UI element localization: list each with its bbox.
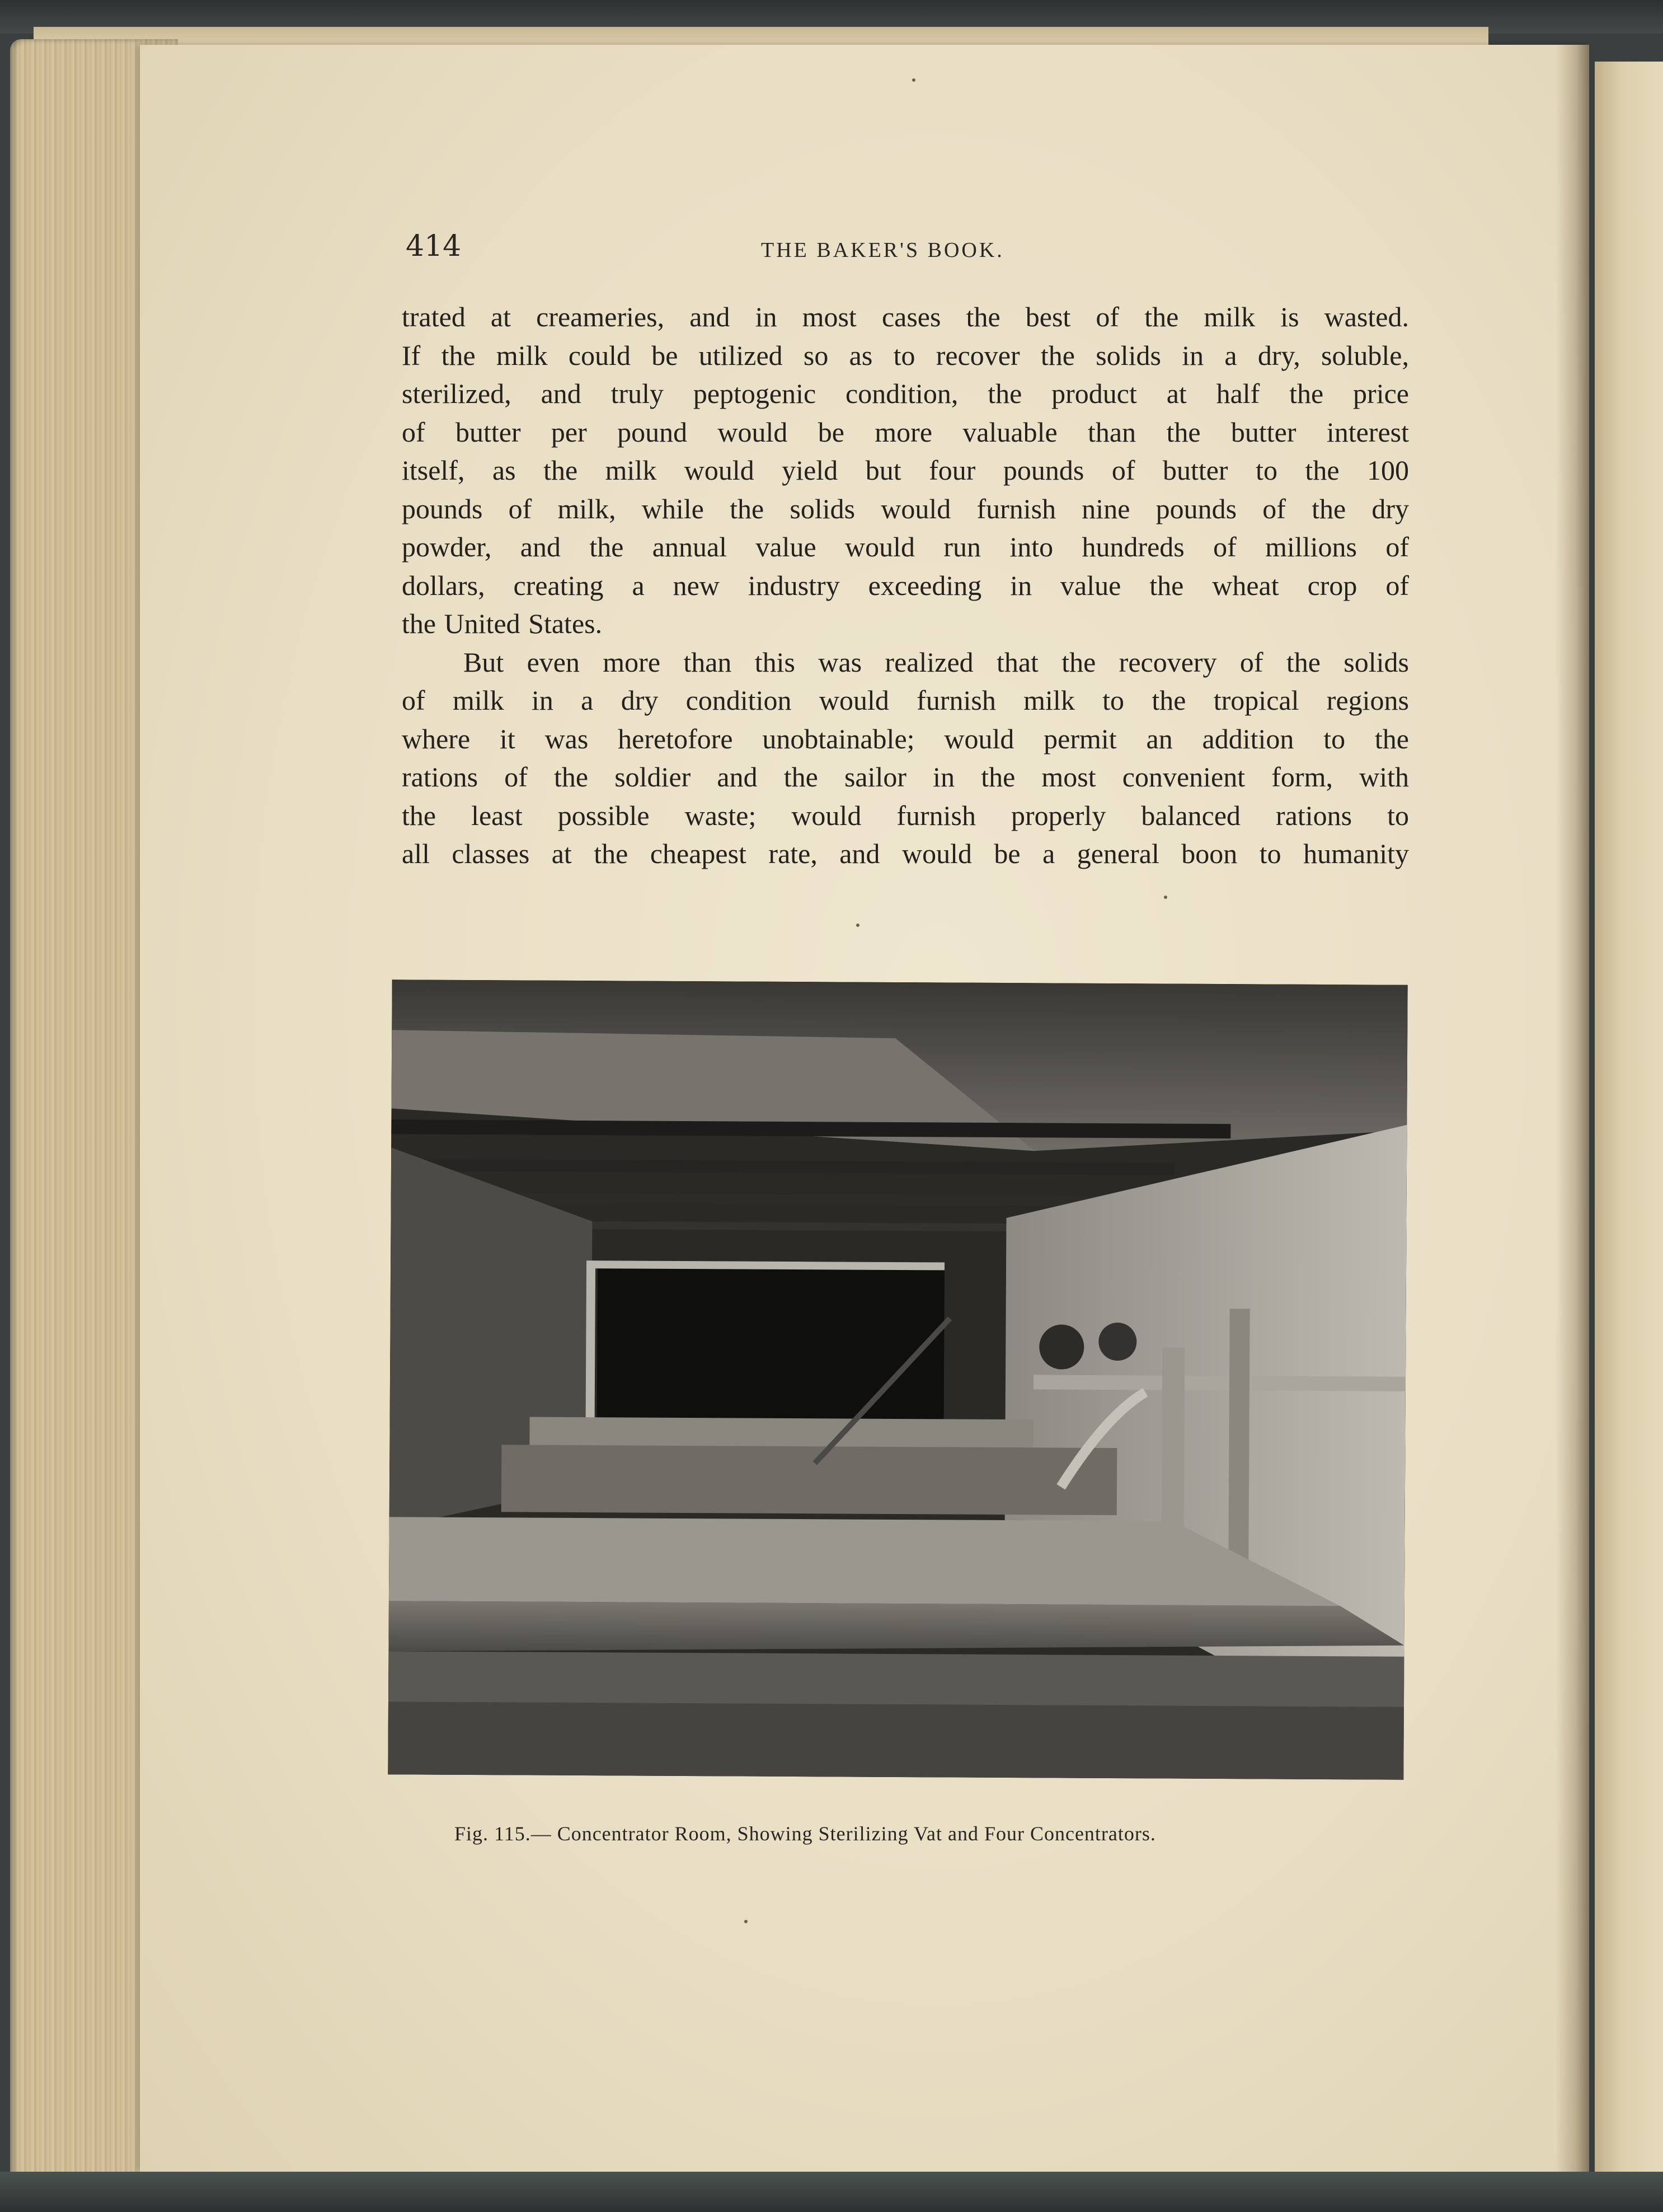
text-line: all classes at the cheapest rate, and would be a general boon to humanity	[402, 838, 1409, 869]
text-line: the United States.	[402, 608, 603, 639]
page-number: 414	[406, 229, 462, 263]
text-line: where it was heretofore unobtainable; would permit an addition to the	[402, 723, 1409, 754]
figure-caption: Fig. 115.— Concentrator Room, Showing Sterilizing Vat and Four Concentrators.	[454, 1822, 1156, 1845]
book-cover-bottom	[0, 2172, 1663, 2212]
paper-speck	[744, 1920, 748, 1923]
text-line: sterilized, and truly peptogenic condition, the product at half the price	[402, 378, 1409, 409]
text-line: pounds of milk, while the solids would furnish nine pounds of the dry	[402, 493, 1409, 524]
text-line: itself, as the milk would yield but four pounds of butter to the 100	[402, 454, 1409, 486]
text-line: the least possible waste; would furnish properly balanced rations to	[402, 799, 1409, 831]
photo-illustration	[388, 980, 1407, 1779]
paper-speck	[912, 78, 915, 82]
body-text	[402, 298, 1409, 873]
text-line: dollars, creating a new industry exceeding in value the wheat crop of	[402, 569, 1409, 601]
page-gutter	[1556, 45, 1589, 2172]
concentrator-room-photo	[388, 980, 1407, 1779]
text-line: trated at creameries, and in most cases the best of the milk is wasted.	[402, 301, 1409, 332]
text-line: rations of the soldier and the sailor in the most convenient form, with	[402, 761, 1409, 793]
text-line: But even more than this was realized that the recovery of the solids	[463, 646, 1409, 678]
text-line: If the milk could be utilized so as to recover the solids in a dry, soluble,	[402, 339, 1409, 371]
text-line: powder, and the annual value would run into hundreds of millions of	[402, 531, 1409, 563]
text-line: of milk in a dry condition would furnish milk to the tropical regions	[402, 685, 1409, 716]
running-head: THE BAKER'S BOOK.	[761, 238, 1004, 262]
facing-page-edge	[1595, 62, 1663, 2177]
paper-speck	[856, 924, 859, 927]
text-line: of butter per pound would be more valuable than the butter interest	[402, 416, 1409, 448]
paper-speck	[1164, 896, 1167, 899]
